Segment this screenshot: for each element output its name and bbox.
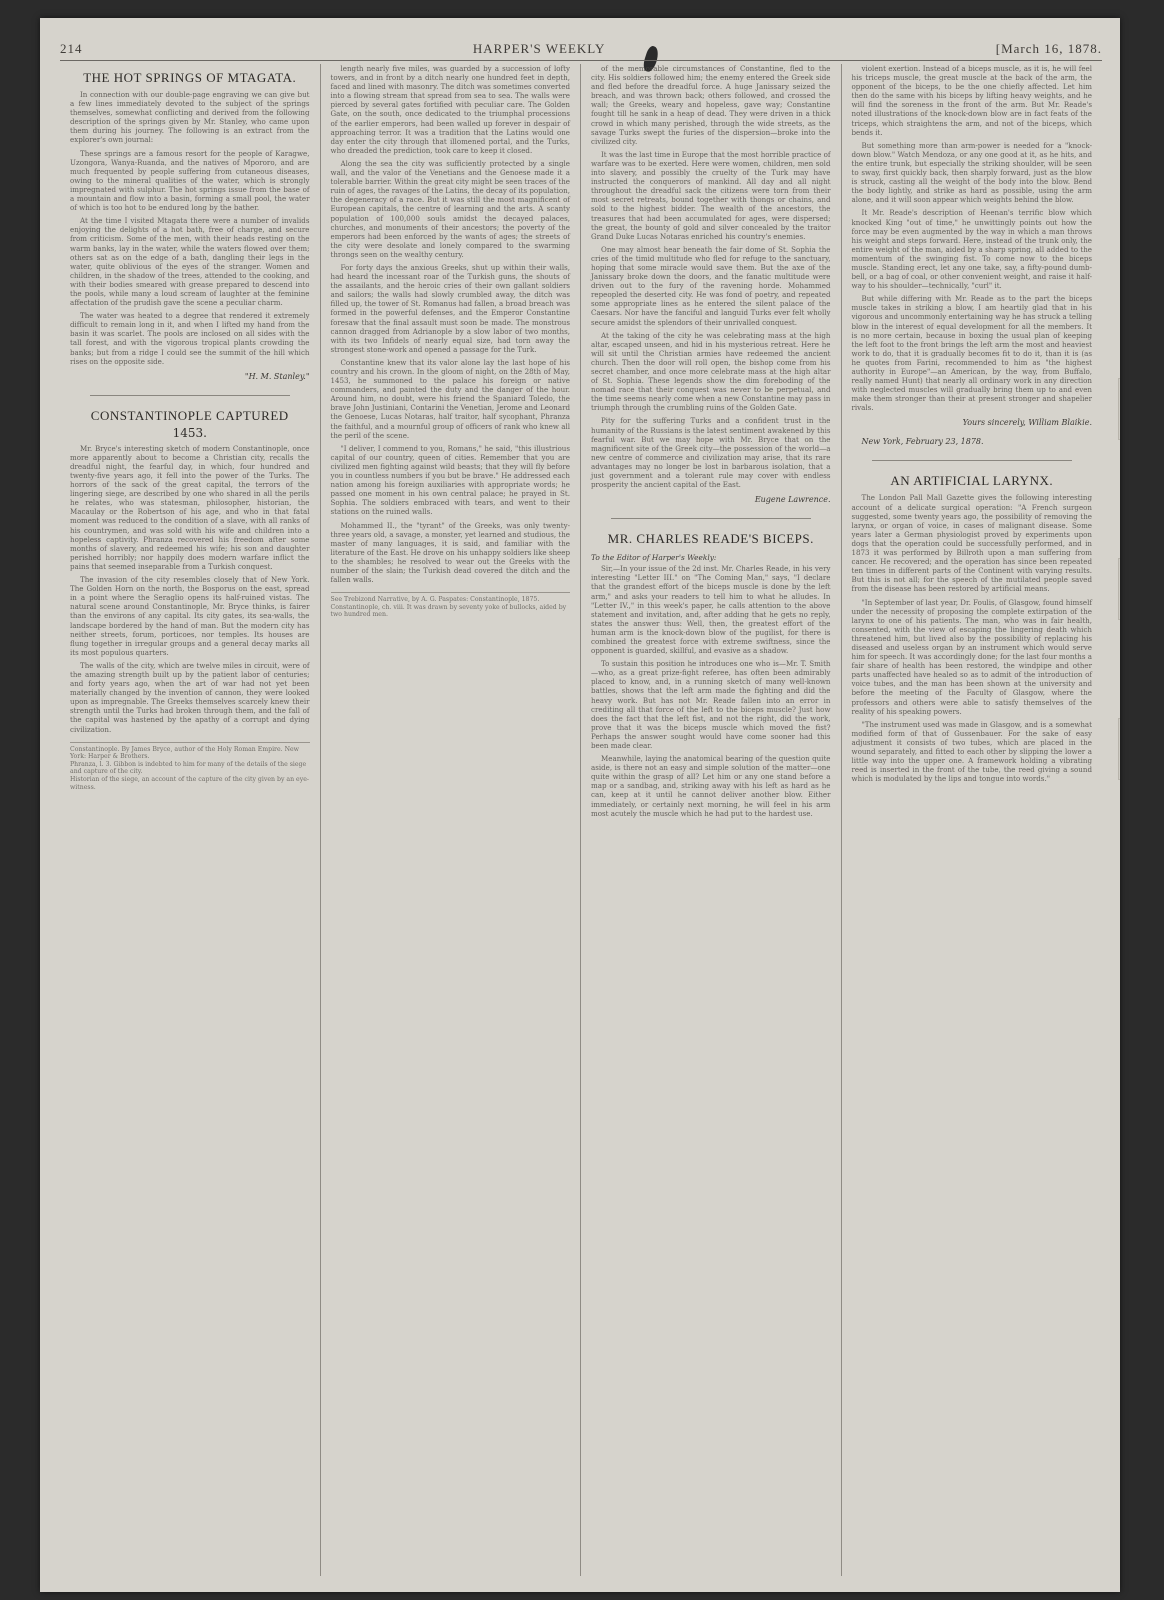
constantinople-year: 1453. <box>172 425 207 440</box>
hot-springs-paragraph: The water was heated to a degree that rendered it extremely difficult to remain long in it, and when I lifted my hand from the basin it was scarlet. The pools are inclosed on all sides with the tall forest, and with the vigorous tropical plants crowding the banks; but from a ridge I could see the summit of the hill which rises on the opposite side. <box>70 311 310 366</box>
siege-paragraph: Along the sea the city was sufficiently protected by a single wall, and the valor of the Venetians and the Genoese made it a tolerable barrier. Within the great city might be seen traces of the ruin of ages, the ravages of the Latins, the decay of its population, the degeneracy of a race. But it was still the most magnificent of European capitals, the centre of learning and the arts. A scanty population of 100,000 souls amidst the decayed palaces, churches, and monuments of their ancestors; the poverty of the emperors had been enforced by the wants of ages; the streets of the city were desolate and lonely compared to the swarming throngs seen on the wealthy century. <box>330 158 570 259</box>
publication-title: HARPER'S WEEKLY <box>472 41 606 56</box>
reade-biceps-paragraph: Sir,—In your issue of the 2d inst. Mr. Charles Reade, in his very interesting "Letter III." on "The Coming Man," says, "I declare that the grandest effort of the biceps muscle is done by the left arm," and asks your readers to tell him to what he alludes. In "Letter IV.," in this week's paper, he calls attention to the above statement and invitation, and, after adding that he gets no reply, states the answer thus: Well, then, the greatest effort of the human arm is the knock-down blow of the pugilist, for there is combined the greatest force with extreme swiftness, since the opponent is guarded, skillful, and evasive as a shadow. <box>591 564 831 656</box>
column-3 <box>581 64 842 1576</box>
siege-paragraph: For forty days the anxious Greeks, shut up within their walls, had heard the incessant roar of the Turkish guns, the shouts of the assailants, and the heroic cries of their own gallant soldiers and sailors; the walls had slowly crumbled away, the ditch was filled up, the tower of St. Romanus had fallen, a broad breach was formed in the powerful defenses, and the Emperor Constantine foresaw that the final assault must soon be made. The monstrous cannon dragged from Adrianople by a slow labor of two months, with its two Infidels of nearly equal size, had torn away the strongest stone-work and opened a passage for the Turk. <box>330 262 570 354</box>
hot-springs-paragraph: At the time I visited Mtagata there were a number of invalids enjoying the delights of a hot bath, free of charge, and secure from criticism. Some of the men, with their heads resting on the warm banks, lay in the water, while the waters flowed over them; others sat as on the edge of a bath, dangling their legs in the water, quite oblivious of the eyes of the stranger. Women and children, in the shadow of the trees, attended to the cooking, and with their bodies smeared with grease prepared to descend into the pools, while many a loud scream of laughter at the feminine affectation of the prudish gave the scene a peculiar charm. <box>70 216 310 308</box>
siege-paragraph: length nearly five miles, was guarded by a succession of lofty towers, and in front by a ditch nearly one hundred feet in depth, faced and lined with masonry. The ditch was sometimes converted into a flowing stream that spread from sea to sea. The walls were pierced by several gates fortified with peculiar care. The Golden Gate, on the south, once dedicated to the triumphal processions of the earlier emperors, had been walled up forever in despair of approaching terror. It was a tradition that the Latins would one day enter the city through that illomened portal, and the Turks, who dreaded the prediction, took care to keep it closed. <box>330 64 570 155</box>
continuation-paragraph: At the taking of the city he was celebrating mass at the high altar, escaped unseen, and hid in his mysterious retreat. Here he will sit until the Christian armies have redeemed the ancient church. Then the door will roll open, the bishop come from his secret chamber, and once more celebrate mass at the high altar of St. Sophia. These legends show the dim foreboding of the nomad race that their conquest was never to be perpetual, and the time seems nearly come when a new Constantine may pass in triumph through the crumbling ruins of the Golden Gate. <box>591 330 831 413</box>
page-number: 214 <box>60 41 83 56</box>
column-1 <box>60 64 321 1576</box>
reade-biceps-paragraph: Meanwhile, laying the anatomical bearing of the question quite aside, is there not an easy and simple solution of the matter—one quite within the grasp of all? Let him or any one stand before a map or a sandbag, and, striking away with his left as hard as he can, keep at it until he cannot deliver another blow. Either immediately, or certainly next morning, he will feel in his arm most acutely the muscle which he had put to the hardest use. <box>591 754 831 818</box>
biceps-continued-paragraph: But something more than arm-power is needed for a "knock-down blow." Watch Mendoza, or any one good at it, as he hits, and the entire trunk, but especially the striking shoulder, will be seen to sway, first quickly back, then sharply forward, just as the blow is struck, casting all the weight of the body into the blow. Bend the body lightly, and strike as hard as possible, using the arm alone, and it will soon appear which weights behind the blow. <box>851 140 1092 205</box>
page-tab <box>1118 558 1120 620</box>
continuation-paragraph: It was the last time in Europe that the most horrible practice of warfare was to be exerted. Here were women, children, men sold into slavery, and possibly the cruelty of the Turk may have instructed the conquerors of mankind. All day and all night throughout the dreadful sack the citizens were torn from their most secret retreats, bound together with thongs or chains, and sold to the highest bidder. The wealth of the ancestors, the treasures that had been accumulated for ages, were dispersed; the great, the bounty of gold and silver concealed by the traitor Grand Duke Lucas Notaras enriched his country's enemies. <box>591 149 831 241</box>
biceps-continued-paragraph: violent exertion. Instead of a biceps muscle, as it is, he will feel his triceps muscle, the great muscle at the back of the arm, the opponent of the biceps, to be the one chiefly affected. Let him then do the same with his biceps by lifting heavy weights, and he will find the soreness in the front of the arm. But Mr. Reade's noted illustrations of the knock-down blow are in fact feats of the triceps, which straightens the arm, and not of the biceps, which bends it. <box>851 64 1092 137</box>
columns <box>60 64 1102 1576</box>
divider <box>872 460 1073 461</box>
biceps-dateline: New York, February 23, 1878. <box>861 437 984 447</box>
biceps-continued-paragraph: But while differing with Mr. Reade as to the part the biceps muscle takes in striking a blow, I am heartily glad that in his vigorous and uncommonly entertaining way he has struck a telling blow in the interest of equal development for all the members. It is no more certain, because in boxing the usual plan of keeping the left foot to the front brings the left arm the most and heaviest work to do, that it is gradually becomes fit to do it, than it is (as he quotes from Farini, recommended to him as "the highest authority in Europe"—an American, by the way, from Buffalo, really named Hunt) that nearly all ordinary work in any direction with neglected muscles will gradually bring them up to and even make them stronger than their at present stronger and shapelier rivals. <box>851 294 1092 413</box>
hot-springs-headline: THE HOT SPRINGS OF MTAGATA. <box>83 70 297 85</box>
siege-footnotes <box>331 592 571 619</box>
reade-biceps-paragraph: To sustain this position he introduces one who is—Mr. T. Smith—who, as a great prize-fight referee, has often been admirably placed to know, and, in a running sketch of many well-known battles, shows that the left arm made the fighting and did the heavy work. But has not Mr. Reade fallen into an error in crediting all that force of the left to the biceps muscle? Just how does the fact that the left fist, and not the right, did the work, prove that it was the biceps muscle which moved the fist? Perhaps the answer sought would have come sooner had this been made clear. <box>591 659 831 750</box>
hot-springs-paragraph: In connection with our double-page engraving we can give but a few lines immediately devoted to the subject of the springs themselves, somewhat conflicting and derived from the following description of the springs given by Mr. Stanley, who came upon them during his journey. The following is an extract from the explorer's own journal: <box>70 90 310 145</box>
hot-springs-paragraph: These springs are a famous resort for the people of Karagwe, Uzongora, Wanya-Ruanda, and the natives of Mpororo, and are much frequented by people suffering from cutaneous diseases, owing to the mineral qualities of the water, which is strongly impregnated with sulphur. The hot springs issue from the base of a mountain and flow into a basin, forming a small pool, the water of which is too hot to be endured long by the bather. <box>70 148 310 213</box>
page-tab <box>1118 378 1120 440</box>
footnote: Phranza, l. 3. Gibbon is indebted to him for many of the details of the siege and capture of the city. <box>70 760 307 776</box>
continuation-paragraph: One may almost hear beneath the fair dome of St. Sophia the cries of the timid multitude who fled for refuge to the sanctuary, hoping that some miracle would save them. But the axe of the Janissary broke down the doors, and the fanatic multitude were driven out to the fury of the ravening horde. Mohammed repeopled the deserted city. He was fond of poetry, and repeated some appropriate lines as he entered the silent palace of the Caesars. Nor have the fanciful and languid Turks ever felt wholly secure amidst the splendors of their unrivalled conquest. <box>591 244 831 327</box>
larynx-paragraph: "The instrument used was made in Glasgow, and is a somewhat modified form of that of Gussenbauer. For the sake of easy adjustment it consists of two tubes, which are placed in the wound separately, and fitted to each other by slipping the lower a little way into the upper one. A framework holding a vibrating reed is inserted in the front of the tube, the reed giving a sound which is modulated by the lips and tongue into words." <box>851 719 1092 784</box>
continuation-byline: Eugene Lawrence. <box>754 495 831 505</box>
footnote: See Trebizond Narrative, by A. G. Paspates: Constantinople, 1875. <box>330 596 540 604</box>
constantinople-headline: CONSTANTINOPLE CAPTURED <box>90 407 289 423</box>
siege-paragraph: "I deliver, I commend to you, Romans," he said, "this illustrious capital of our country, queen of cities. Remember that you are civilized men fighting against wild beasts; that they will fly before you in countless numbers if you but be brave." He addressed each nation among his foreign auxiliaries with appropriate words; he passed one moment in his own central palace; he prayed in St. Sophia. The soldiers embraced with tears, and went to their stations on the ruined walls. <box>330 443 570 517</box>
constantinople-footnotes <box>70 742 310 792</box>
constantinople-paragraph: The walls of the city, which are twelve miles in circuit, were of the amazing strength built up by the patient labor of centuries; and forty years ago, when the art of war had not yet been materially changed by the invention of cannon, they were looked upon as impregnable. The Greeks themselves scarcely knew their strength until the Turks had broken through them, and the fall of the capital was hastened by the apathy of a corrupt and dying civilization. <box>70 660 310 734</box>
larynx-paragraph: The London Pall Mall Gazette gives the following interesting account of a delicate surgical operation: "A French surgeon suggested, some twenty years ago, the possibility of removing the larynx, or organ of voice, in cases of malignant disease. Some years later a German physiologist proved by experiments upon dogs that the operation could be successfully performed, and in 1873 it was performed by Billroth upon a man suffering from cancer. He recovered; and the operation has since been repeated ten times in different parts of the Continent with varying results. But this is not all; for the speech of the mutilated people saved from the disease has been restored by artificial means. <box>851 493 1092 594</box>
continuation-paragraph: Pity for the suffering Turks and a confident trust in the humanity of the Russians is the latest sentiment awakened by this fearful war. But we may hope with Mr. Bryce that on the magnificent site of the Greek city—the possession of the world—a new centre of commerce and civilization may arise, that its rare advantages may no longer be lost in barbarous isolation, that a just government and a tolerant rule may cover with endless prosperity the ancient capital of the East. <box>591 416 831 490</box>
footnote: Historian of the siege, an account of the capture of the city given by an eye-witness. <box>70 776 309 791</box>
newspaper-page <box>40 18 1120 1592</box>
divider <box>611 518 811 519</box>
column-4 <box>842 64 1103 1576</box>
page-tab <box>1118 718 1120 780</box>
reade-biceps-headline: MR. CHARLES READE'S BICEPS. <box>607 531 814 547</box>
constantinople-paragraph: Mr. Bryce's interesting sketch of modern Constantinople, once more apparently about to become a Christian city, recalls the dreadful night, the fearful day, in which, four hundred and twenty-five years ago, it fell into the power of the Turks. The horrors of the sack of the great capital, the terrors of the lingering siege, are described by one who shared in all the perils he relates, who was statesman, philosopher, historian, the Macaulay or the Robertson of his age, and who in that fatal moment was reduced to the condition of a slave, with all ranks of his countrymen, and was sold with his wife and children into a hopeless captivity. Phranza recovered his freedom after some months of slavery, and redeemed his wife; his son and daughter perished horribly; nor happily does modern warfare inflict the pains that seemed inseparable from a Turkish conquest. <box>70 443 310 571</box>
biceps-signature: Yours sincerely, William Blaikie. <box>962 418 1092 428</box>
footnote: Constantinople. By James Bryce, author of the Holy Roman Empire. New York: Harper & Brothers. <box>70 745 299 761</box>
reade-biceps-salutation: To the Editor of Harper's Weekly: <box>591 553 717 563</box>
issue-date: [March 16, 1878. <box>995 41 1102 56</box>
larynx-headline: AN ARTIFICIAL LARYNX. <box>890 473 1054 489</box>
constantinople-paragraph: The invasion of the city resembles closely that of New York. The Golden Horn on the north, the Bosporus on the east, spread in a point where the Seraglio opens its half-ruined vistas. The natural scene around Constantinople, Mr. Bryce thinks, is fairer than the environs of any capital. Its city gates, its sea-walls, the landscape bordered by the hand of man. But the modern city has neither streets, forum, porticoes, nor temples. Its houses are flung together in irregular groups and a general decay marks all its most populous quarters. <box>70 575 310 657</box>
biceps-continued-paragraph: It Mr. Reade's description of Heenan's terrific blow which knocked King "out of time," he unwittingly points out how the force may be even augmented by the way in which a man throws his weight and steps forward. Here, instead of the trunk only, the entire weight of the man, aided by a sharp spring, all added to the momentum of the swinging fist. To come now to the biceps muscle. Standing erect, let any one take, say, a fifty-pound dumb-bell, or a bag of coal, or other convenient weight, and raise it half-way to his shoulder—technically, "curl" it. <box>851 208 1092 291</box>
larynx-paragraph: "In September of last year, Dr. Foulis, of Glasgow, found himself under the necessity of proposing the complete extirpation of the larynx to one of his patients. The man, who was in fair health, consented, with the view of escaping the lingering death which threatened him, but lived also by the possibility of replacing his diseased and useless organ by an instrument which would serve him for speech. It was accordingly done; for the last four months a fair share of health has been restored, the windpipe and other parts unaffected have healed so as to admit of the introduction of voice tubes, and the man has been shown at the university and before the meeting of the Faculty of Glasgow, where the professors and others were able to satisfy themselves of the reality of his speaking powers. <box>851 597 1092 716</box>
siege-paragraph: Constantine knew that its valor alone lay the last hope of his country and his crown. In the gloom of night, on the 28th of May, 1453, he summoned to the palace his foreign or native commanders, and painted the duty and the danger of the hour. Around him, no doubt, were his friend the Spaniard Toledo, the brave John Justiniani, Contarini the Venetian, Jerome and Leonard the Genoese, Lucas Notaras, half traitor, half sycophant, Phranza the faithful, and a mournful group of officers of rank who knew all the peril of the scene. <box>330 357 570 440</box>
column-2 <box>321 64 582 1576</box>
continuation-paragraph: of the memorable circumstances of Constantine, fled to the city. His soldiers followed him; the enemy entered the Greek side and fled before the dreadful force. A huge Janissary seized the breach, and was thrown back; others followed, and crossed the wall; the Greeks, weary and hopeless, gave way; Constantine fought till he sank in a heap of dead. They were driven in a thick crowd in which many perished, through the wide streets, as the savage Turks swept the furies of the dispersion—broke into the civilized city. <box>591 64 831 146</box>
divider <box>90 395 290 396</box>
hot-springs-byline: "H. M. Stanley." <box>244 371 310 381</box>
siege-paragraph: Mohammed II., the "tyrant" of the Greeks, was only twenty-three years old, a savage, a monster, yet learned and studious, the master of many languages, it is said, and familiar with the literature of the East. He drove on his unhappy soldiers like sheep to the shambles; he resolved to wear out the Greeks with the number of the slain; the Turkish dead covered the ditch and the fallen walls. <box>330 520 571 585</box>
footnote: Constantinople, ch. viii. It was drawn by seventy yoke of bullocks, aided by two hundred men. <box>330 603 567 619</box>
masthead <box>60 38 1102 61</box>
